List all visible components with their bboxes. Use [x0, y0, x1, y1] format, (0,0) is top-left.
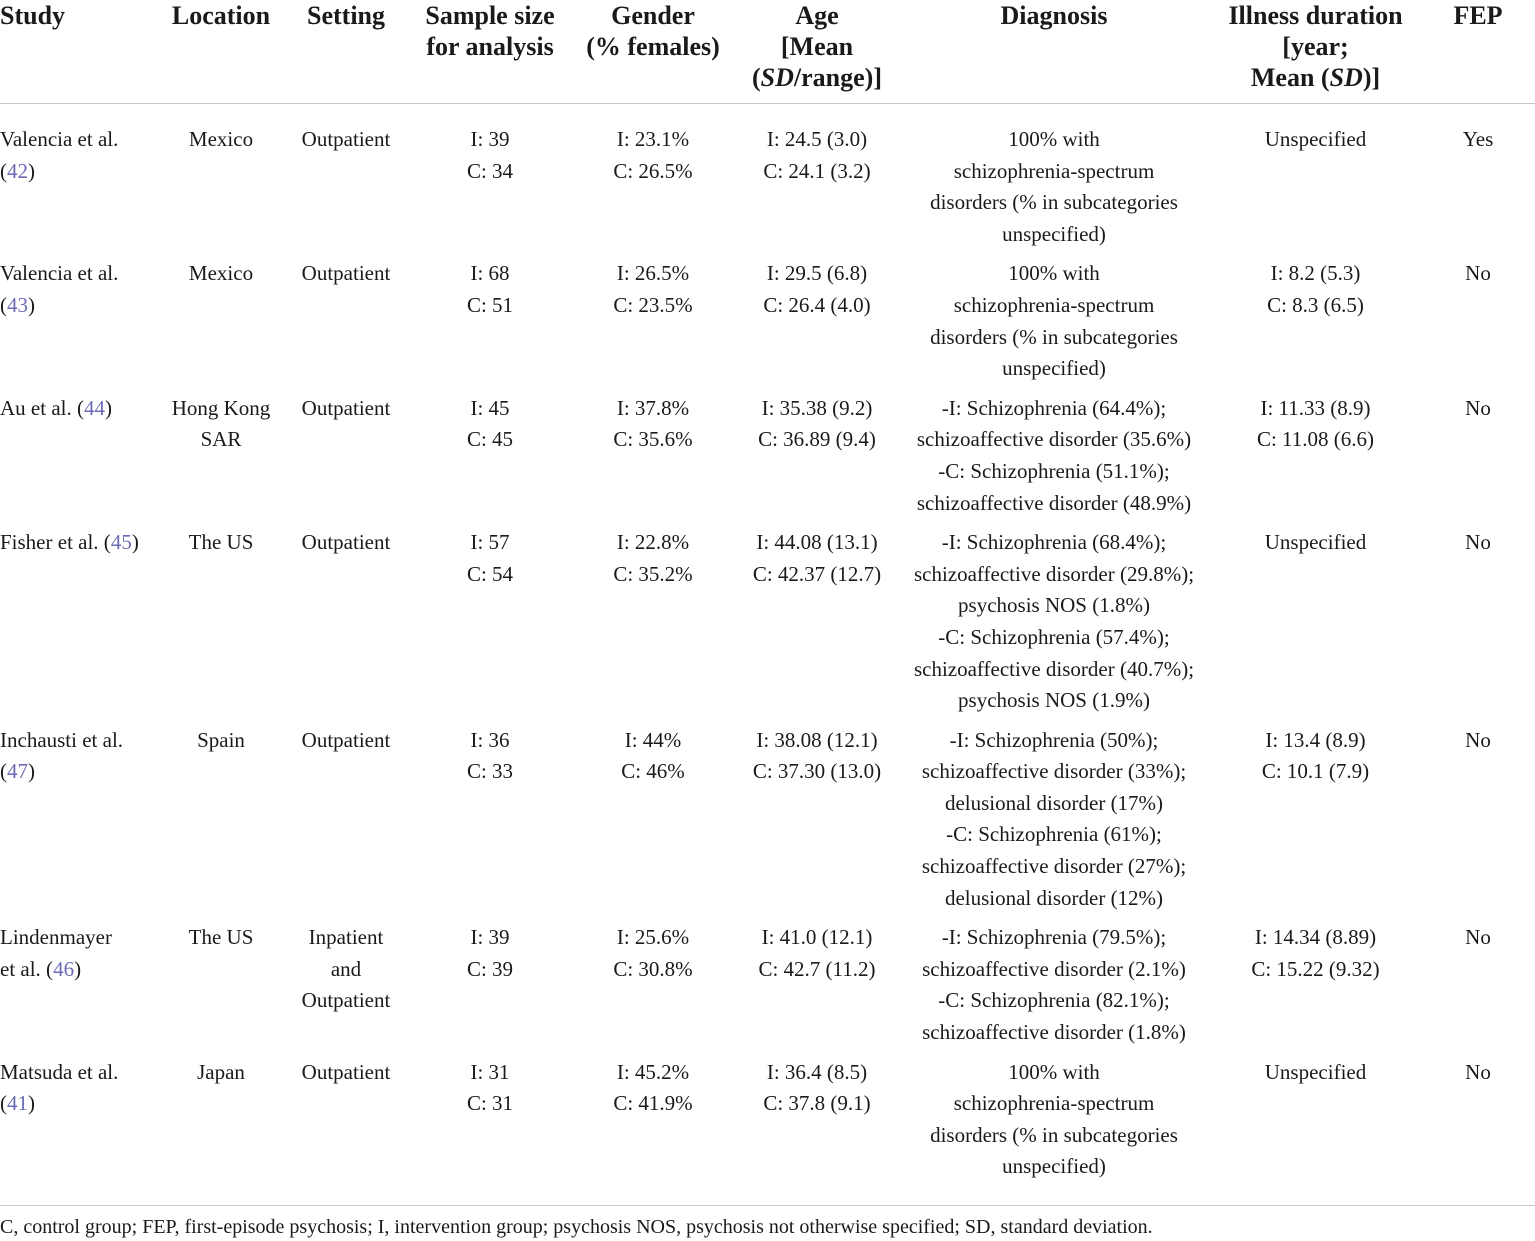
table-row — [0, 725, 1535, 923]
header-gender: Gender (% females) — [570, 0, 736, 104]
illness-cell: I: 13.4 (8.9) C: 10.1 (7.9) — [1261, 727, 1370, 784]
header-illness-duration: Illness duration [year; Mean (SD)] — [1210, 0, 1421, 104]
diagnosis-cell: 100% with schizophrenia-spectrum disorders (% in subcategories unspecified) — [930, 127, 1178, 246]
reference-link[interactable]: 44 — [83, 395, 105, 420]
fep-cell: No — [1465, 395, 1491, 420]
sample-cell: I: 39 C: 34 — [466, 127, 514, 183]
study-cell: Fisher et al. (45) — [0, 530, 139, 555]
illness-cell: I: 8.2 (5.3) C: 8.3 (6.5) — [1267, 261, 1364, 317]
gender-cell: I: 26.5% C: 23.5% — [613, 261, 693, 317]
setting-cell: Outpatient — [301, 1059, 391, 1084]
sample-cell: I: 39 C: 39 — [466, 925, 514, 981]
age-cell: I: 41.0 (12.1) C: 42.7 (11.2) — [758, 925, 876, 981]
location-cell: Mexico — [188, 127, 254, 151]
reference-link[interactable]: 41 — [7, 1091, 28, 1116]
diagnosis-cell: -I: Schizophrenia (64.4%); schizoaffective disorder (35.6%) -C: Schizophrenia (51.1%); schizoaffective disorder (48.9%) — [916, 395, 1192, 515]
header-location: Location — [160, 0, 282, 104]
illness-cell: I: 11.33 (8.9) C: 11.08 (6.6) — [1256, 395, 1375, 452]
gender-cell: I: 23.1% C: 26.5% — [613, 127, 693, 183]
diagnosis-cell: -I: Schizophrenia (50%); schizoaffective disorder (33%); delusional disorder (17%) -C: Schizophrenia (61%); schizoaffective disorder (27%); delusional disorder (12%) — [921, 727, 1187, 910]
illness-cell: I: 14.34 (8.89) C: 15.22 (9.32) — [1251, 925, 1380, 981]
fep-cell: Yes — [1462, 127, 1494, 151]
fep-cell: No — [1465, 261, 1491, 286]
fep-cell: No — [1465, 925, 1491, 950]
location-cell: Japan — [197, 1059, 245, 1084]
header-row — [0, 0, 1535, 104]
header-age: Age [Mean (SD/range)] — [736, 0, 898, 104]
illness-cell: Unspecified — [1264, 530, 1367, 555]
study-cell: Lindenmayer et al. (46) — [0, 925, 112, 981]
gender-cell: I: 22.8% C: 35.2% — [613, 530, 693, 586]
illness-cell: Unspecified — [1264, 1059, 1367, 1084]
sample-cell: I: 45 C: 45 — [466, 395, 514, 452]
age-cell: I: 44.08 (13.1) C: 42.37 (12.7) — [752, 530, 882, 586]
fep-cell: No — [1465, 530, 1491, 555]
location-cell: The US — [188, 925, 254, 950]
table-row — [0, 922, 1535, 1056]
sample-cell: I: 36 C: 33 — [466, 727, 514, 784]
reference-link[interactable]: 45 — [110, 530, 132, 555]
sample-cell: I: 68 C: 51 — [466, 261, 514, 317]
gender-cell: I: 45.2% C: 41.9% — [613, 1059, 693, 1116]
setting-cell: Outpatient — [301, 395, 391, 420]
gender-cell: I: 25.6% C: 30.8% — [613, 925, 693, 981]
age-cell: I: 38.08 (12.1) C: 37.30 (13.0) — [752, 727, 882, 784]
age-cell: I: 35.38 (9.2) C: 36.89 (9.4) — [758, 395, 876, 452]
header-diagnosis: Diagnosis — [898, 0, 1210, 104]
sample-cell: I: 57 C: 54 — [466, 530, 514, 586]
sample-cell: I: 31 C: 31 — [466, 1059, 514, 1116]
location-cell: The US — [188, 530, 254, 555]
fep-cell: No — [1465, 727, 1491, 752]
study-cell: Au et al. (44) — [0, 395, 112, 420]
reference-link[interactable]: 47 — [7, 759, 28, 784]
study-cell: Matsuda et al. (41) — [0, 1059, 119, 1116]
setting-cell: Outpatient — [301, 727, 391, 752]
study-cell: Inchausti et al. (47) — [0, 727, 124, 784]
location-cell: Mexico — [188, 261, 254, 286]
header-sample-size: Sample size for analysis — [410, 0, 570, 104]
reference-link[interactable]: 46 — [53, 956, 75, 981]
table-row — [0, 527, 1535, 725]
table-row — [0, 104, 1535, 259]
table-row — [0, 1057, 1535, 1199]
table-body — [0, 104, 1535, 1200]
illness-cell: Unspecified — [1264, 127, 1367, 151]
table-row — [0, 258, 1535, 392]
gender-cell: I: 44% C: 46% — [621, 727, 685, 784]
age-cell: I: 24.5 (3.0) C: 24.1 (3.2) — [763, 127, 871, 183]
header-setting: Setting — [282, 0, 410, 104]
header-study: Study — [0, 0, 160, 104]
table-header — [0, 0, 1535, 104]
gender-cell: I: 37.8% C: 35.6% — [613, 395, 693, 452]
study-cell: Valencia et al. (42) — [0, 127, 119, 183]
reference-link[interactable]: 43 — [7, 292, 28, 317]
fep-cell: No — [1465, 1059, 1491, 1084]
reference-link[interactable]: 42 — [7, 158, 28, 183]
table-footnote: C, control group; FEP, first-episode psychosis; I, intervention group; psychosis NOS, psychosis not otherwise specified; SD, standard deviation. — [0, 1205, 1535, 1240]
setting-cell: Outpatient — [301, 530, 391, 555]
table-row — [0, 393, 1535, 527]
header-fep: FEP — [1421, 0, 1535, 104]
setting-cell: Outpatient — [301, 127, 391, 151]
setting-cell: Inpatient and Outpatient — [301, 925, 391, 1013]
location-cell: Hong Kong SAR — [171, 395, 271, 452]
diagnosis-cell: -I: Schizophrenia (79.5%); schizoaffective disorder (2.1%) -C: Schizophrenia (82.1%); schizoaffective disorder (1.8%) — [922, 925, 1186, 1045]
setting-cell: Outpatient — [301, 261, 391, 286]
diagnosis-cell: 100% with schizophrenia-spectrum disorders (% in subcategories unspecified) — [930, 1059, 1178, 1179]
age-cell: I: 36.4 (8.5) C: 37.8 (9.1) — [763, 1059, 871, 1116]
age-cell: I: 29.5 (6.8) C: 26.4 (4.0) — [763, 261, 871, 317]
diagnosis-cell: -I: Schizophrenia (68.4%); schizoaffective disorder (29.8%); psychosis NOS (1.8%) -C: Schizophrenia (57.4%); schizoaffective disorder (40.7%); psychosis NOS (1.9%) — [913, 530, 1195, 713]
location-cell: Spain — [197, 727, 245, 752]
diagnosis-cell: 100% with schizophrenia-spectrum disorders (% in subcategories unspecified) — [930, 261, 1178, 381]
study-cell: Valencia et al. (43) — [0, 261, 119, 317]
